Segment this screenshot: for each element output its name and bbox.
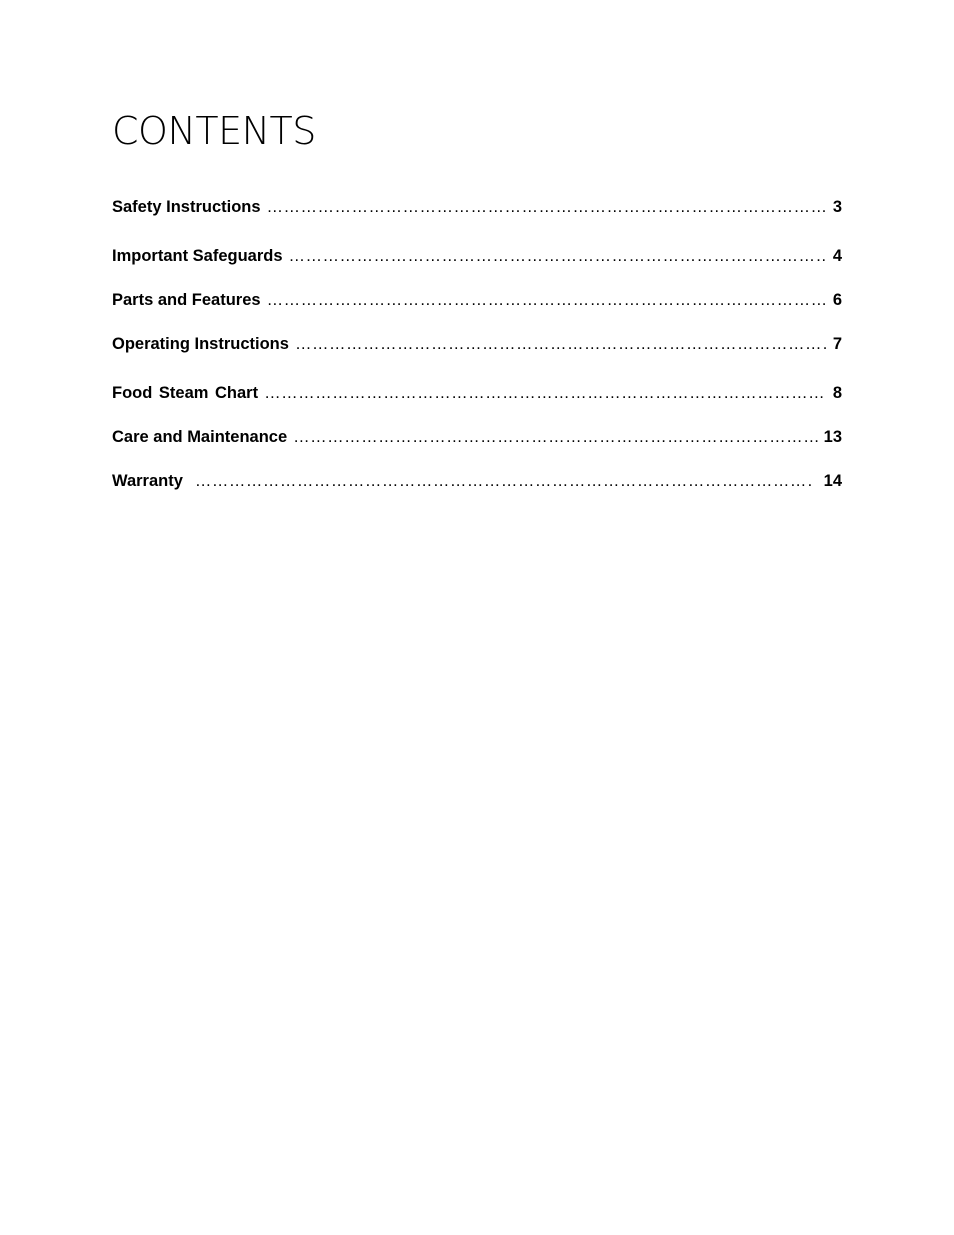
toc-entry-warranty[interactable] — [112, 470, 842, 492]
toc-entry-parts-and-features[interactable] — [112, 289, 842, 311]
toc-entry-page-number: 13 — [823, 428, 842, 446]
toc-entry-food-steam-chart[interactable] — [112, 382, 842, 404]
dot-leader — [264, 382, 827, 404]
toc-entry-page-number: 3 — [832, 198, 842, 216]
toc-entry-label: Operating Instructions — [112, 335, 289, 353]
toc-entry-operating-instructions[interactable] — [112, 333, 842, 355]
toc-entry-label: Warranty — [112, 472, 183, 490]
dot-leader — [295, 333, 827, 355]
toc-entry-label: Care and Maintenance — [112, 428, 288, 446]
toc-entry-important-safeguards[interactable] — [112, 245, 842, 267]
toc-entry-label: Food Steam Chart — [112, 384, 259, 402]
toc-entry-page-number: 14 — [823, 472, 842, 490]
dot-leader — [289, 245, 827, 267]
toc-entry-safety-instructions[interactable] — [112, 196, 842, 218]
dot-leader — [293, 426, 818, 448]
toc-entry-label: Parts and Features — [112, 291, 261, 309]
toc-entry-page-number: 4 — [832, 247, 842, 265]
dot-leader — [267, 289, 827, 311]
toc-entry-page-number: 7 — [832, 335, 842, 353]
toc-entry-page-number: 8 — [832, 384, 842, 402]
toc-entry-label: Safety Instructions — [112, 198, 261, 216]
toc-entry-label: Important Safeguards — [112, 247, 283, 265]
dot-leader — [195, 470, 812, 492]
toc-entry-page-number: 6 — [832, 291, 842, 309]
page-title: CONTENTS — [112, 109, 316, 153]
dot-leader — [267, 196, 827, 218]
toc-entry-care-and-maintenance[interactable] — [112, 426, 842, 448]
